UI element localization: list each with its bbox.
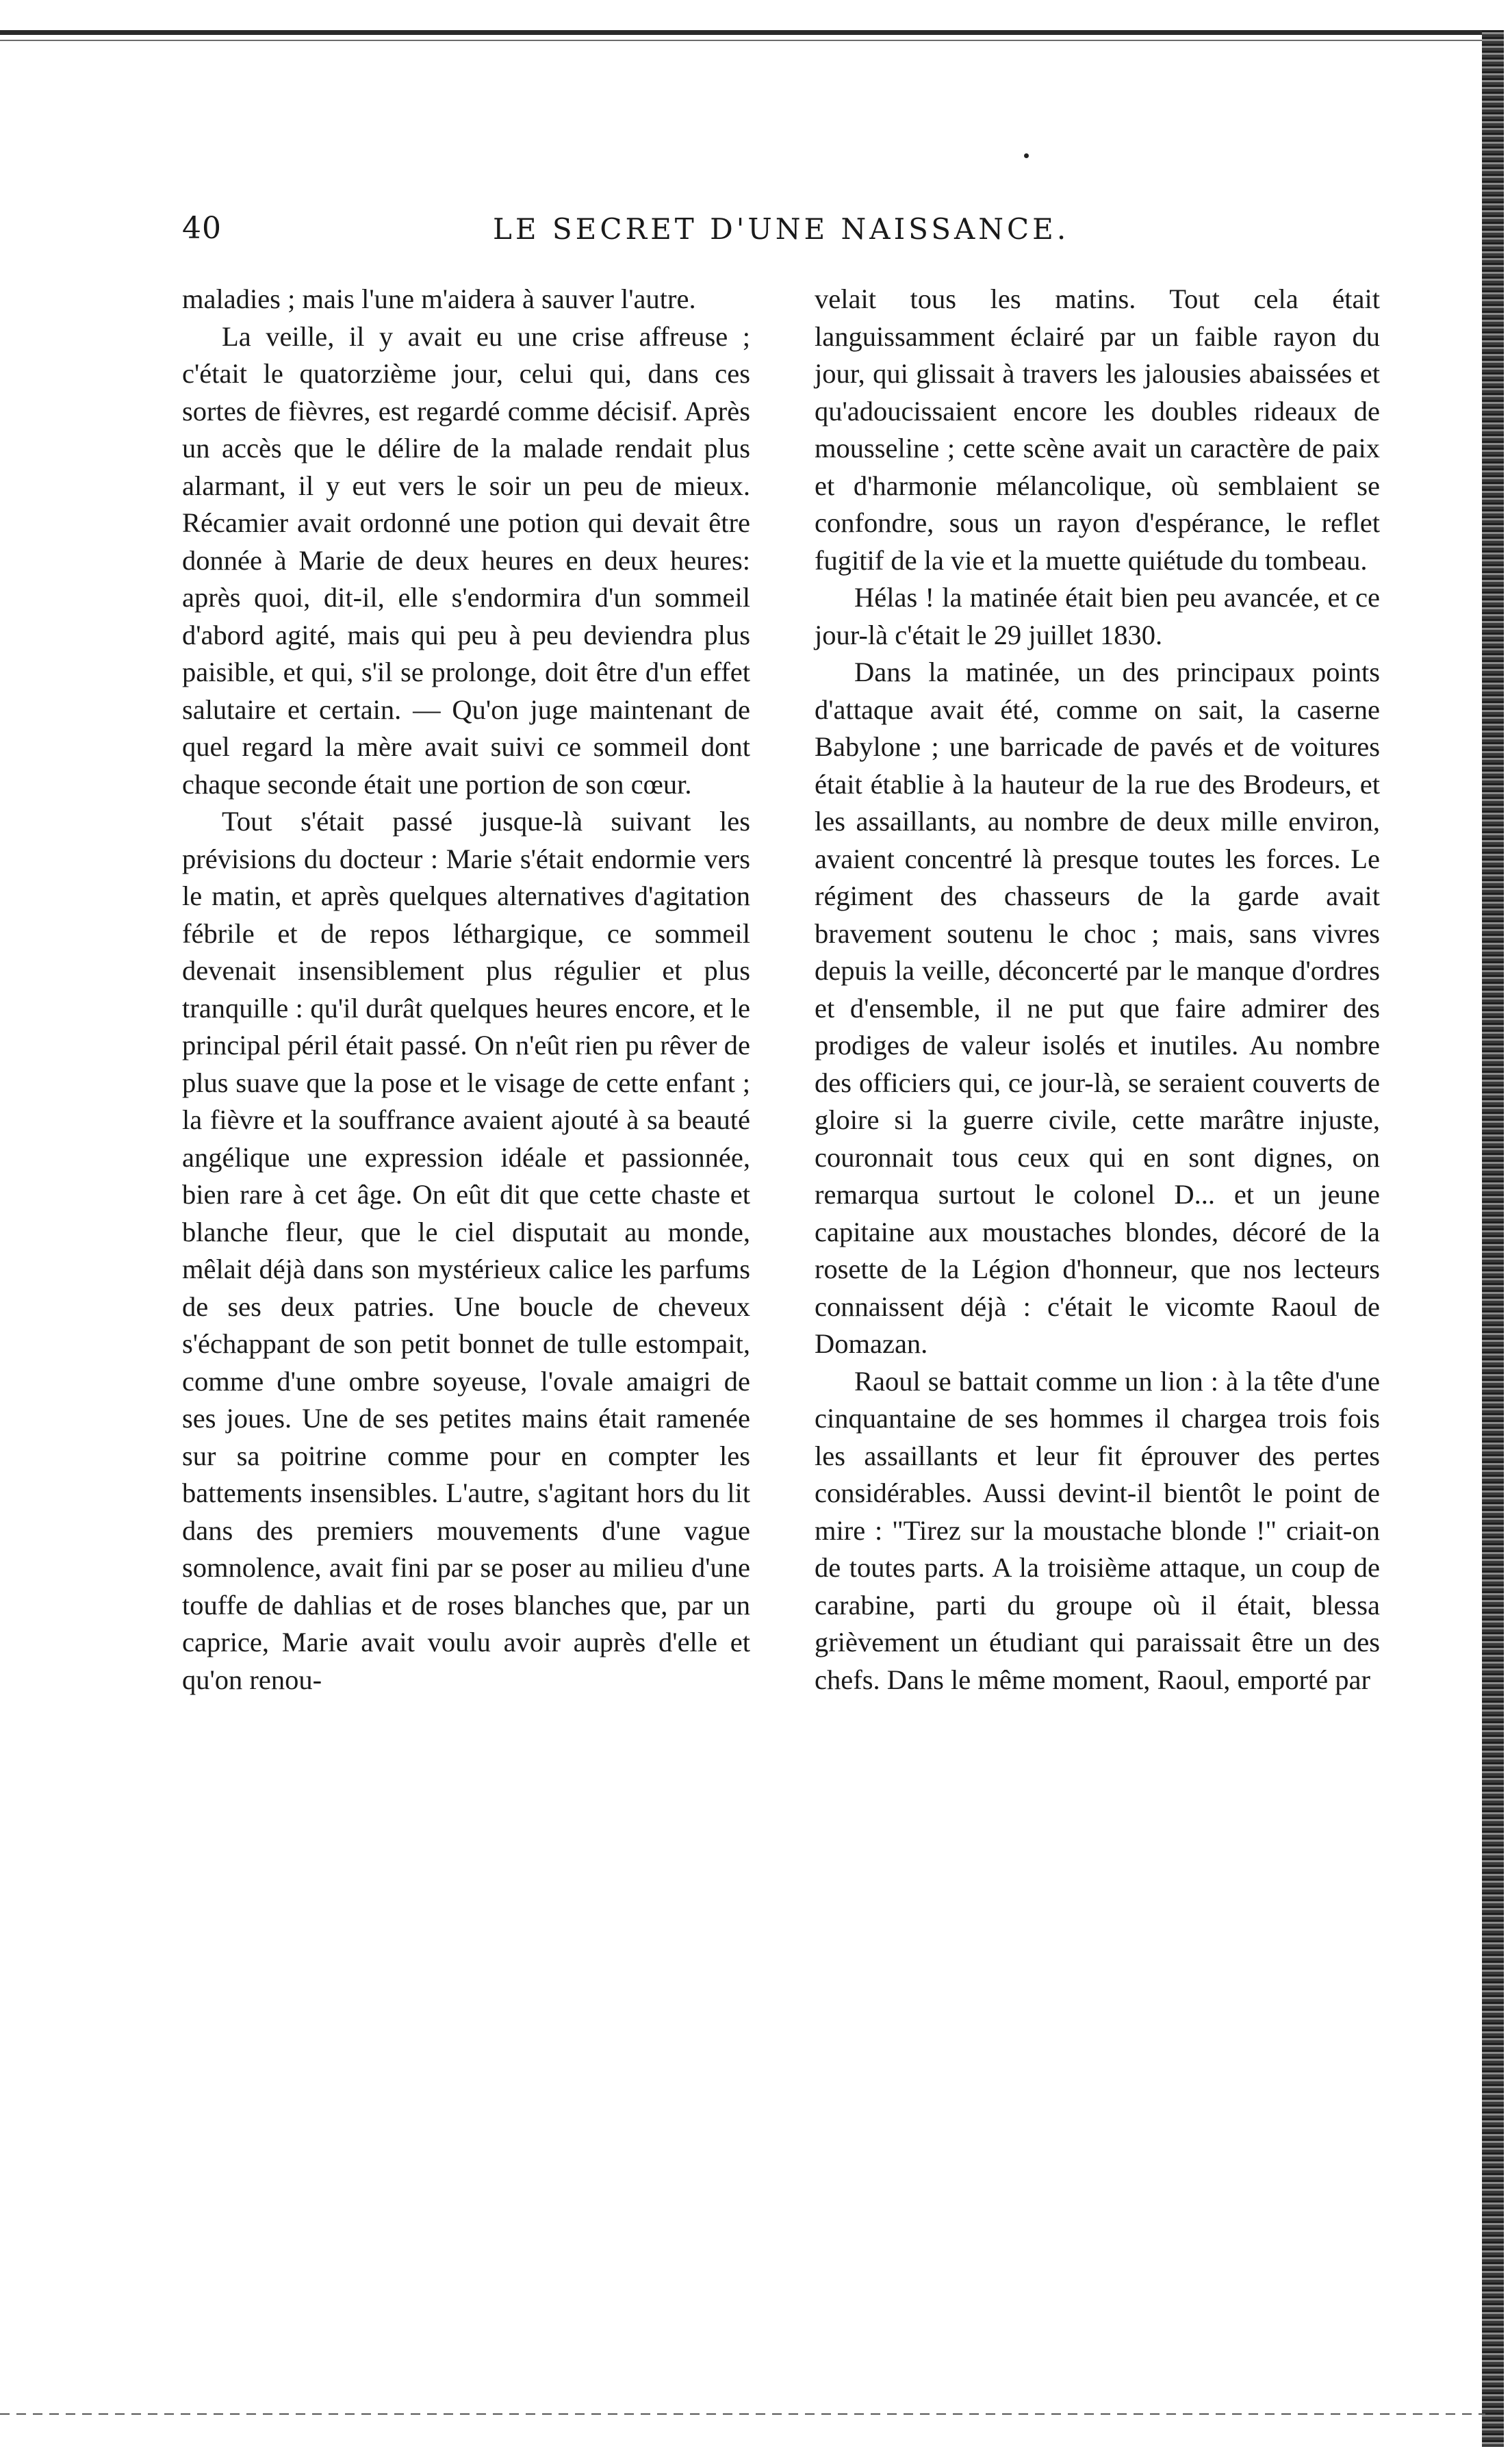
page-edge-binding bbox=[1482, 30, 1504, 2447]
top-border-rule-thin bbox=[0, 40, 1485, 41]
speck-mark bbox=[1024, 153, 1029, 158]
running-title: LE SECRET D'UNE NAISSANCE. bbox=[493, 212, 1070, 246]
paragraph: Raoul se battait comme un lion : à la tête d'une cinquantaine de ses hommes il chargea trois fois les assaillants et leur fit éprouver des pertes considérables. Aussi devint-il bientôt le point de mire : "Tirez sur la moustache blonde !" criait-on de toutes parts. A la troisième attaque, un coup de carabine, parti du groupe où il était, blessa grièvement un étudiant qui paraissait être un des chefs. Dans le même moment, Raoul, emporté par bbox=[815, 1365, 1380, 1695]
paragraph: velait tous les matins. Tout cela était languissamment éclairé par un faible rayon du jour, qui glissait à travers les jalousies abaissées et qu'adoucissaient encore les doubles rideaux de mousseline ; cette scène avait un caractère de paix et d'harmonie mélancolique, où semblaient se confondre, sous un rayon d'espérance, le reflet fugitif de la vie et la muette quiétude du tombeau. bbox=[815, 283, 1380, 576]
right-text-column bbox=[815, 281, 1380, 1699]
left-text-column bbox=[182, 281, 750, 1699]
bottom-border-rule bbox=[0, 2413, 1485, 2415]
paragraph: maladies ; mais l'une m'aidera à sauver l'autre. bbox=[182, 283, 696, 314]
paragraph: Dans la matinée, un des principaux points d'attaque avait été, comme on sait, la caserne Babylone ; une barricade de pavés et de voitures était établie à la hauteur de la rue des Brodeurs, et les assaillants, au nombre de deux mille environ, avaient concentré là presque toutes les forces. Le régiment des chasseurs de la garde avait bravement soutenu le choc ; mais, sans vivres depuis la veille, déconcerté par le manque d'ordres et d'ensemble, il ne put que faire admirer des prodiges de valeur isolés et inutiles. Au nombre des officiers qui, ce jour-là, se seraient couverts de gloire si la guerre civile, cette marâtre injuste, couronnait tous ceux qui en sont dignes, on remarqua surtout le colonel D... et un jeune capitaine aux moustaches blondes, décoré de la rosette de la Légion d'honneur, que nos lecteurs connaissent déjà : c'était le vicomte Raoul de Domazan. bbox=[815, 657, 1380, 1359]
top-border-rule bbox=[0, 30, 1485, 35]
paragraph: La veille, il y avait eu une crise affreuse ; c'était le quatorzième jour, celui qui, dans ces sortes de fièvres, est regardé comme décisif. Après un accès que le délire de la malade rendait plus alarmant, il y eut vers le soir un peu de mieux. Récamier avait ordonné une potion qui devait être donnée à Marie de deux heures en deux heures: après quoi, dit-il, elle s'endormira d'un sommeil d'abord agité, mais qui peu à peu deviendra plus paisible, et qui, s'il se prolonge, doit être d'un effet salutaire et certain. — Qu'on juge maintenant de quel regard la mère avait suivi ce sommeil dont chaque seconde était une portion de son cœur. bbox=[182, 320, 750, 800]
page-number: 40 bbox=[182, 211, 222, 246]
paragraph: Hélas ! la matinée était bien peu avancée, et ce jour-là c'était le 29 juillet 1830. bbox=[815, 582, 1380, 650]
paragraph: Tout s'était passé jusque-là suivant les prévisions du docteur : Marie s'était endormie vers le matin, et après quelques alternatives d'agitation fébrile et de repos léthargique, ce sommeil devenait insensiblement plus régulier et plus tranquille : qu'il durât quelques heures encore, et le principal péril était passé. On n'eût rien pu rêver de plus suave que la pose et le visage de cette enfant ; la fièvre et la souffrance avaient ajouté à sa beauté angélique une expression idéale et passionnée, bien rare à cet âge. On eût dit que cette chaste et blanche fleur, que le ciel disputait au monde, mêlait déjà dans son mystérieux calice les parfums de ses deux patries. Une boucle de cheveux s'échappant de son petit bonnet de tulle estompait, comme d'une ombre soyeuse, l'ovale amaigri de ses joues. Une de ses petites mains était ramenée sur sa poitrine comme pour en compter les battements insensibles. L'autre, s'agitant hors du lit dans des premiers mouvements d'une vague somnolence, avait fini par se poser au milieu d'une touffe de dahlias et de roses blanches que, par un caprice, Marie avait voulu avoir auprès d'elle et qu'on renou- bbox=[182, 806, 750, 1695]
